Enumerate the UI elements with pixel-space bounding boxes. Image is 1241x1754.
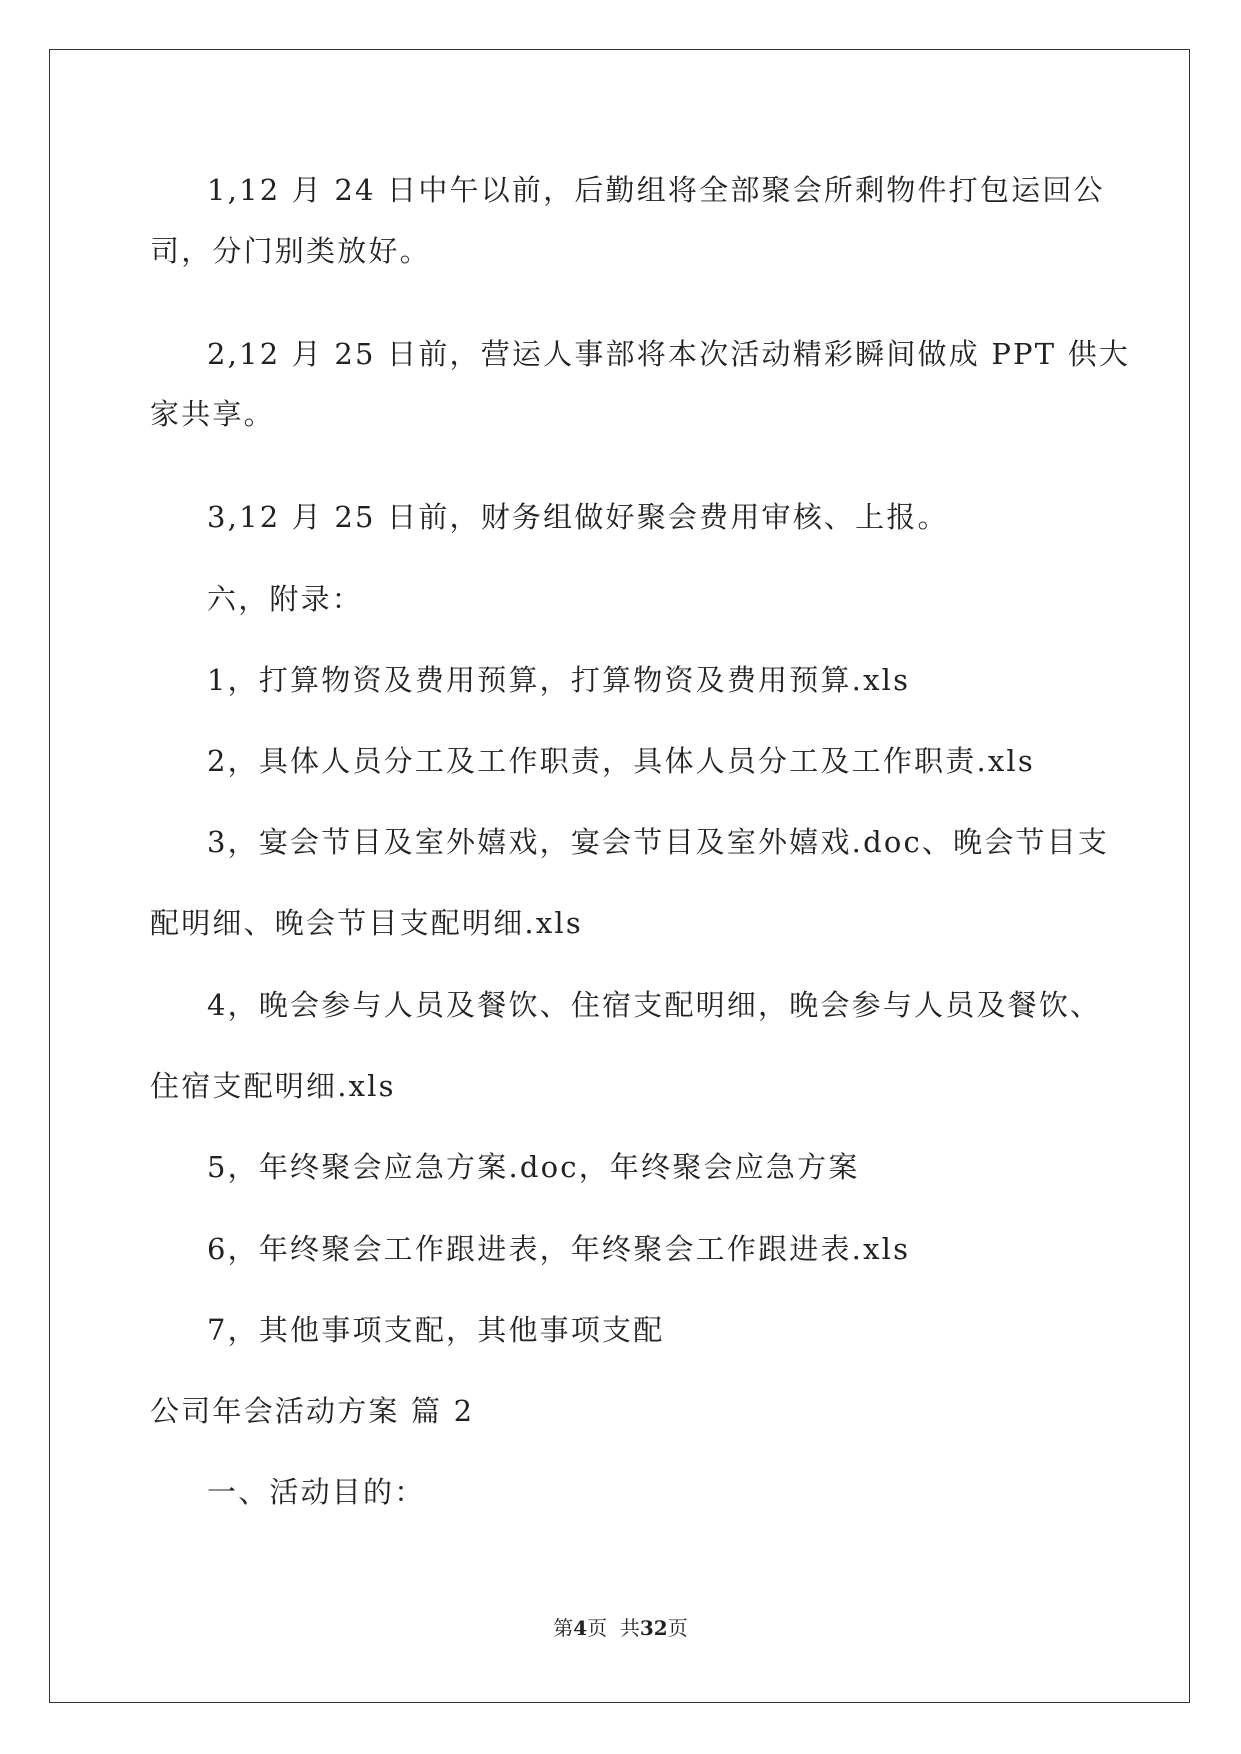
paragraph-line: 1,12 月 24 日中午以前，后勤组将全部聚会所剩物件打包运回公 <box>207 173 1105 207</box>
list-item: 6，年终聚会工作跟进表，年终聚会工作跟进表.xls <box>207 1232 911 1266</box>
page-border <box>49 49 1190 1703</box>
section-heading: 一、活动目的： <box>207 1475 426 1509</box>
section-title: 公司年会活动方案 篇 2 <box>150 1394 475 1428</box>
list-item: 7，其他事项支配，其他事项支配 <box>207 1313 665 1347</box>
list-item: 5，年终聚会应急方案.doc，年终聚会应急方案 <box>207 1150 860 1184</box>
page-footer <box>0 1614 1241 1642</box>
list-item: 2，具体人员分工及工作职责，具体人员分工及工作职责.xls <box>207 744 1035 778</box>
footer-total-pages: 32 <box>639 1616 668 1640</box>
section-heading: 六，附录： <box>207 582 364 616</box>
list-item: 1，打算物资及费用预算，打算物资及费用预算.xls <box>207 663 911 697</box>
paragraph-line: 2,12 月 25 日前，营运人事部将本次活动精彩瞬间做成 PPT 供大 <box>207 337 1131 371</box>
list-item-continued: 配明细、晚会节目支配明细.xls <box>150 906 583 940</box>
list-item: 3，宴会节目及室外嬉戏，宴会节目及室外嬉戏.doc、晚会节目支 <box>207 825 1110 859</box>
list-item: 4，晚会参与人员及餐饮、住宿支配明细，晚会参与人员及餐饮、 <box>207 988 1102 1022</box>
footer-suffix: 页 <box>667 1616 688 1640</box>
paragraph-line: 司，分门别类放好。 <box>150 234 431 268</box>
paragraph-line: 家共享。 <box>150 397 275 431</box>
list-item-continued: 住宿支配明细.xls <box>150 1069 396 1103</box>
footer-prefix: 第 <box>553 1616 574 1640</box>
paragraph-line: 3,12 月 25 日前，财务组做好聚会费用审核、上报。 <box>207 500 949 534</box>
footer-middle: 页 共 <box>587 1616 640 1640</box>
footer-page-number: 4 <box>573 1616 588 1640</box>
